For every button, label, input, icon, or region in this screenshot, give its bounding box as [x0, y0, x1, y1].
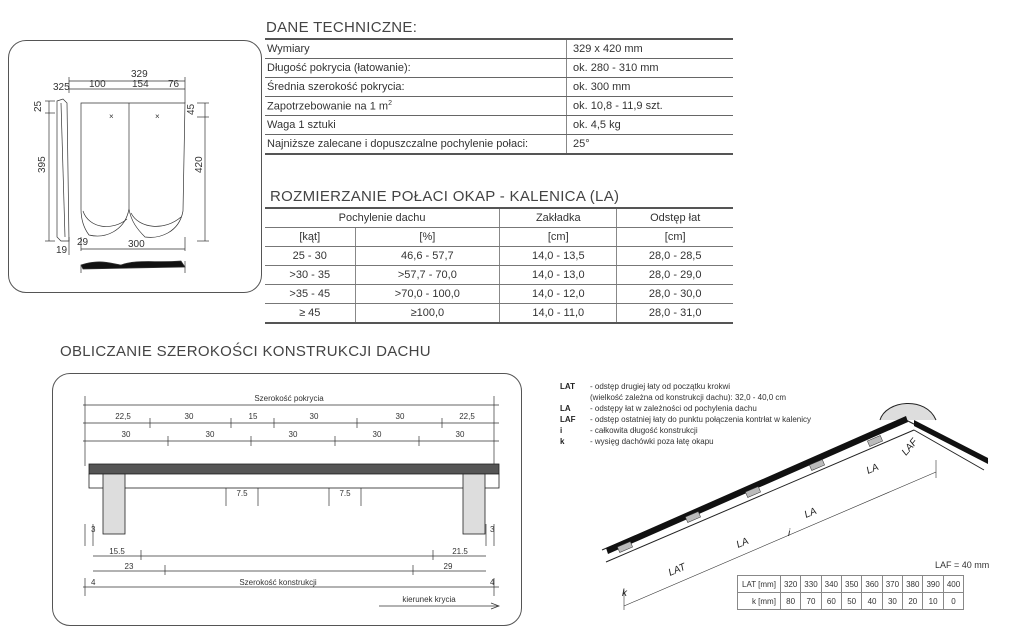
roof-label-i: i — [788, 528, 791, 539]
legend-text: - odstęp drugiej łaty od początku krokwi — [590, 382, 731, 391]
table-cell: 28,0 - 28,5 — [617, 247, 733, 266]
roof-tile-drawing — [9, 41, 263, 294]
unit-cell: [%] — [355, 228, 500, 247]
spec-value: 329 x 420 mm — [567, 39, 734, 59]
dim-23: 23 — [124, 562, 134, 571]
legend-text: - wysięg dachówki poza łatę okapu — [590, 437, 714, 446]
table-cell: 20 — [903, 593, 923, 610]
dim-76: 76 — [168, 79, 180, 90]
tile-drawing-panel — [8, 40, 262, 293]
legend-key: k — [560, 437, 565, 446]
spec-label: Średnia szerokość pokrycia: — [265, 78, 567, 97]
left-3: 3 — [91, 525, 96, 534]
dim-29: 29 — [443, 562, 453, 571]
spec-label: Długość pokrycia (łatowanie): — [265, 59, 567, 78]
table-cell: >57,7 - 70,0 — [355, 266, 500, 285]
table-row — [265, 304, 733, 324]
lat-k-table — [737, 575, 964, 610]
table-cell: 28,0 - 31,0 — [617, 304, 733, 324]
roof-label-laf: LAF — [899, 436, 921, 458]
unit-cell: [cm] — [500, 228, 617, 247]
dim-155: 15.5 — [109, 547, 125, 556]
szerokosc-konstrukcji-label: Szerokość konstrukcji — [239, 578, 317, 587]
table-cell: 380 — [903, 576, 923, 593]
svg-text:×: × — [109, 112, 114, 121]
right-3: 3 — [490, 525, 495, 534]
table-cell: ≥100,0 — [355, 304, 500, 324]
table-cell: >35 - 45 — [265, 285, 355, 304]
table-row — [265, 285, 733, 304]
unit-cell: [kąt] — [265, 228, 355, 247]
dim-300: 300 — [128, 239, 145, 250]
table-cell: 340 — [821, 576, 841, 593]
unit-cell: [cm] — [617, 228, 733, 247]
spec-value: ok. 4,5 kg — [567, 116, 734, 135]
legend-key: i — [560, 426, 563, 435]
right-4: 4 — [490, 578, 495, 587]
legend-text: - odstępy łat w zależności od pochylenia dachu — [590, 404, 757, 413]
col-header: Odstęp łat — [617, 208, 733, 228]
table-cell: 50 — [842, 593, 862, 610]
table-cell: 80 — [780, 593, 800, 610]
gap-left: 7.5 — [236, 489, 248, 498]
legend-extra: (wielkość zależna od konstrukcji dachu): 32,0 - 40,0 cm — [590, 393, 787, 402]
dim-154: 154 — [132, 79, 149, 90]
dim-30-b: 30 — [309, 412, 319, 421]
table-row — [265, 266, 733, 285]
table-row — [265, 247, 733, 266]
dim-row2-a: 30 — [121, 430, 131, 439]
kierunek-krycia-label: kierunek krycia — [402, 595, 456, 604]
dim-30-a: 30 — [184, 412, 194, 421]
gap-right: 7.5 — [339, 489, 351, 498]
table-cell: 40 — [862, 593, 882, 610]
table-row — [738, 593, 964, 610]
table-row — [265, 39, 733, 59]
table-cell: 14,0 - 11,0 — [500, 304, 617, 324]
dim-15: 15 — [248, 412, 258, 421]
table-cell: 46,6 - 57,7 — [355, 247, 500, 266]
row-label: LAT [mm] — [738, 576, 781, 593]
dim-left-25: 25 — [33, 100, 44, 112]
roof-label-lat: LAT — [666, 561, 688, 579]
legend-key: LAF — [560, 415, 576, 424]
technical-data-title: DANE TECHNICZNE: — [266, 19, 418, 36]
svg-text:×: × — [155, 112, 160, 121]
table-row — [265, 78, 733, 97]
dim-row2-e: 30 — [455, 430, 465, 439]
table-cell: 25 - 30 — [265, 247, 355, 266]
dim-right-45: 45 — [186, 103, 197, 115]
table-cell: 14,0 - 13,0 — [500, 266, 617, 285]
roof-label-la-1: LA — [734, 535, 751, 551]
table-cell: 10 — [923, 593, 943, 610]
dim-19: 19 — [56, 245, 68, 256]
legend-text: - odstęp ostatniej łaty do punktu połączenia kontrłat w kalenicy — [590, 415, 812, 424]
table-cell: 0 — [943, 593, 963, 610]
construction-width-drawing — [53, 374, 523, 627]
dim-row2-d: 30 — [372, 430, 382, 439]
table-row — [265, 116, 733, 135]
col-header: Pochylenie dachu — [265, 208, 500, 228]
table-row — [738, 576, 964, 593]
dim-215: 21.5 — [452, 547, 468, 556]
spec-label: Waga 1 sztuki — [265, 116, 567, 135]
rozmierzanie-title: ROZMIERZANIE POŁACI OKAP - KALENICA (LA) — [270, 188, 620, 205]
legend-key: LAT — [560, 382, 575, 391]
szerokosc-pokrycia-label: Szerokość pokrycia — [254, 394, 324, 403]
rozmierzanie-table — [265, 207, 733, 324]
laf-note: LAF = 40 mm — [935, 560, 990, 570]
dim-325: 325 — [53, 82, 70, 93]
construction-width-panel — [52, 373, 522, 626]
table-cell: 390 — [923, 576, 943, 593]
roof-label-la-3: LA — [864, 461, 881, 477]
spec-value: 25° — [567, 135, 734, 155]
dim-left-395: 395 — [37, 156, 48, 173]
table-cell: 350 — [842, 576, 862, 593]
spec-label: Najniższe zalecane i dopuszczalne pochylenie połaci: — [265, 135, 567, 155]
roof-label-la-2: LA — [802, 505, 819, 521]
table-header-row — [265, 208, 733, 228]
col-header: Zakładka — [500, 208, 617, 228]
table-cell: 60 — [821, 593, 841, 610]
table-cell: 370 — [882, 576, 902, 593]
table-cell: 400 — [943, 576, 963, 593]
spec-value: ok. 10,8 - 11,9 szt. — [567, 97, 734, 116]
spec-value: ok. 300 mm — [567, 78, 734, 97]
spec-label-text: Zapotrzebowanie na 1 m — [267, 100, 389, 113]
row-label: k [mm] — [738, 593, 781, 610]
spec-label: Wymiary — [265, 39, 567, 59]
dim-row2-b: 30 — [205, 430, 215, 439]
spec-value: ok. 280 - 310 mm — [567, 59, 734, 78]
table-cell: 28,0 - 30,0 — [617, 285, 733, 304]
left-4: 4 — [91, 578, 96, 587]
table-row — [265, 59, 733, 78]
table-cell: ≥ 45 — [265, 304, 355, 324]
roof-label-k: k — [622, 588, 627, 599]
spec-label — [265, 97, 567, 116]
dim-row2-c: 30 — [288, 430, 298, 439]
spec-label-sup: 2 — [388, 99, 392, 107]
table-cell: >30 - 35 — [265, 266, 355, 285]
technical-data-table — [265, 38, 733, 155]
table-units-row — [265, 228, 733, 247]
table-cell: 70 — [801, 593, 821, 610]
legend-text: - całkowita długość konstrukcji — [590, 426, 698, 435]
table-cell: 30 — [882, 593, 902, 610]
dim-right-420: 420 — [194, 156, 205, 173]
dim-100: 100 — [89, 79, 106, 90]
dim-29: 29 — [77, 237, 89, 248]
table-row — [265, 135, 733, 155]
table-cell: 14,0 - 13,5 — [500, 247, 617, 266]
dim-329: 329 — [131, 69, 148, 80]
table-cell: 14,0 - 12,0 — [500, 285, 617, 304]
obliczanie-title: OBLICZANIE SZEROKOŚCI KONSTRUKCJI DACHU — [60, 343, 431, 360]
table-cell: >70,0 - 100,0 — [355, 285, 500, 304]
legend-key: LA — [560, 404, 571, 413]
dim-225-right: 22,5 — [459, 412, 475, 421]
table-cell: 28,0 - 29,0 — [617, 266, 733, 285]
table-row — [265, 97, 733, 116]
table-cell: 360 — [862, 576, 882, 593]
table-cell: 330 — [801, 576, 821, 593]
dim-30-c: 30 — [395, 412, 405, 421]
dim-225-left: 22,5 — [115, 412, 131, 421]
table-cell: 320 — [780, 576, 800, 593]
